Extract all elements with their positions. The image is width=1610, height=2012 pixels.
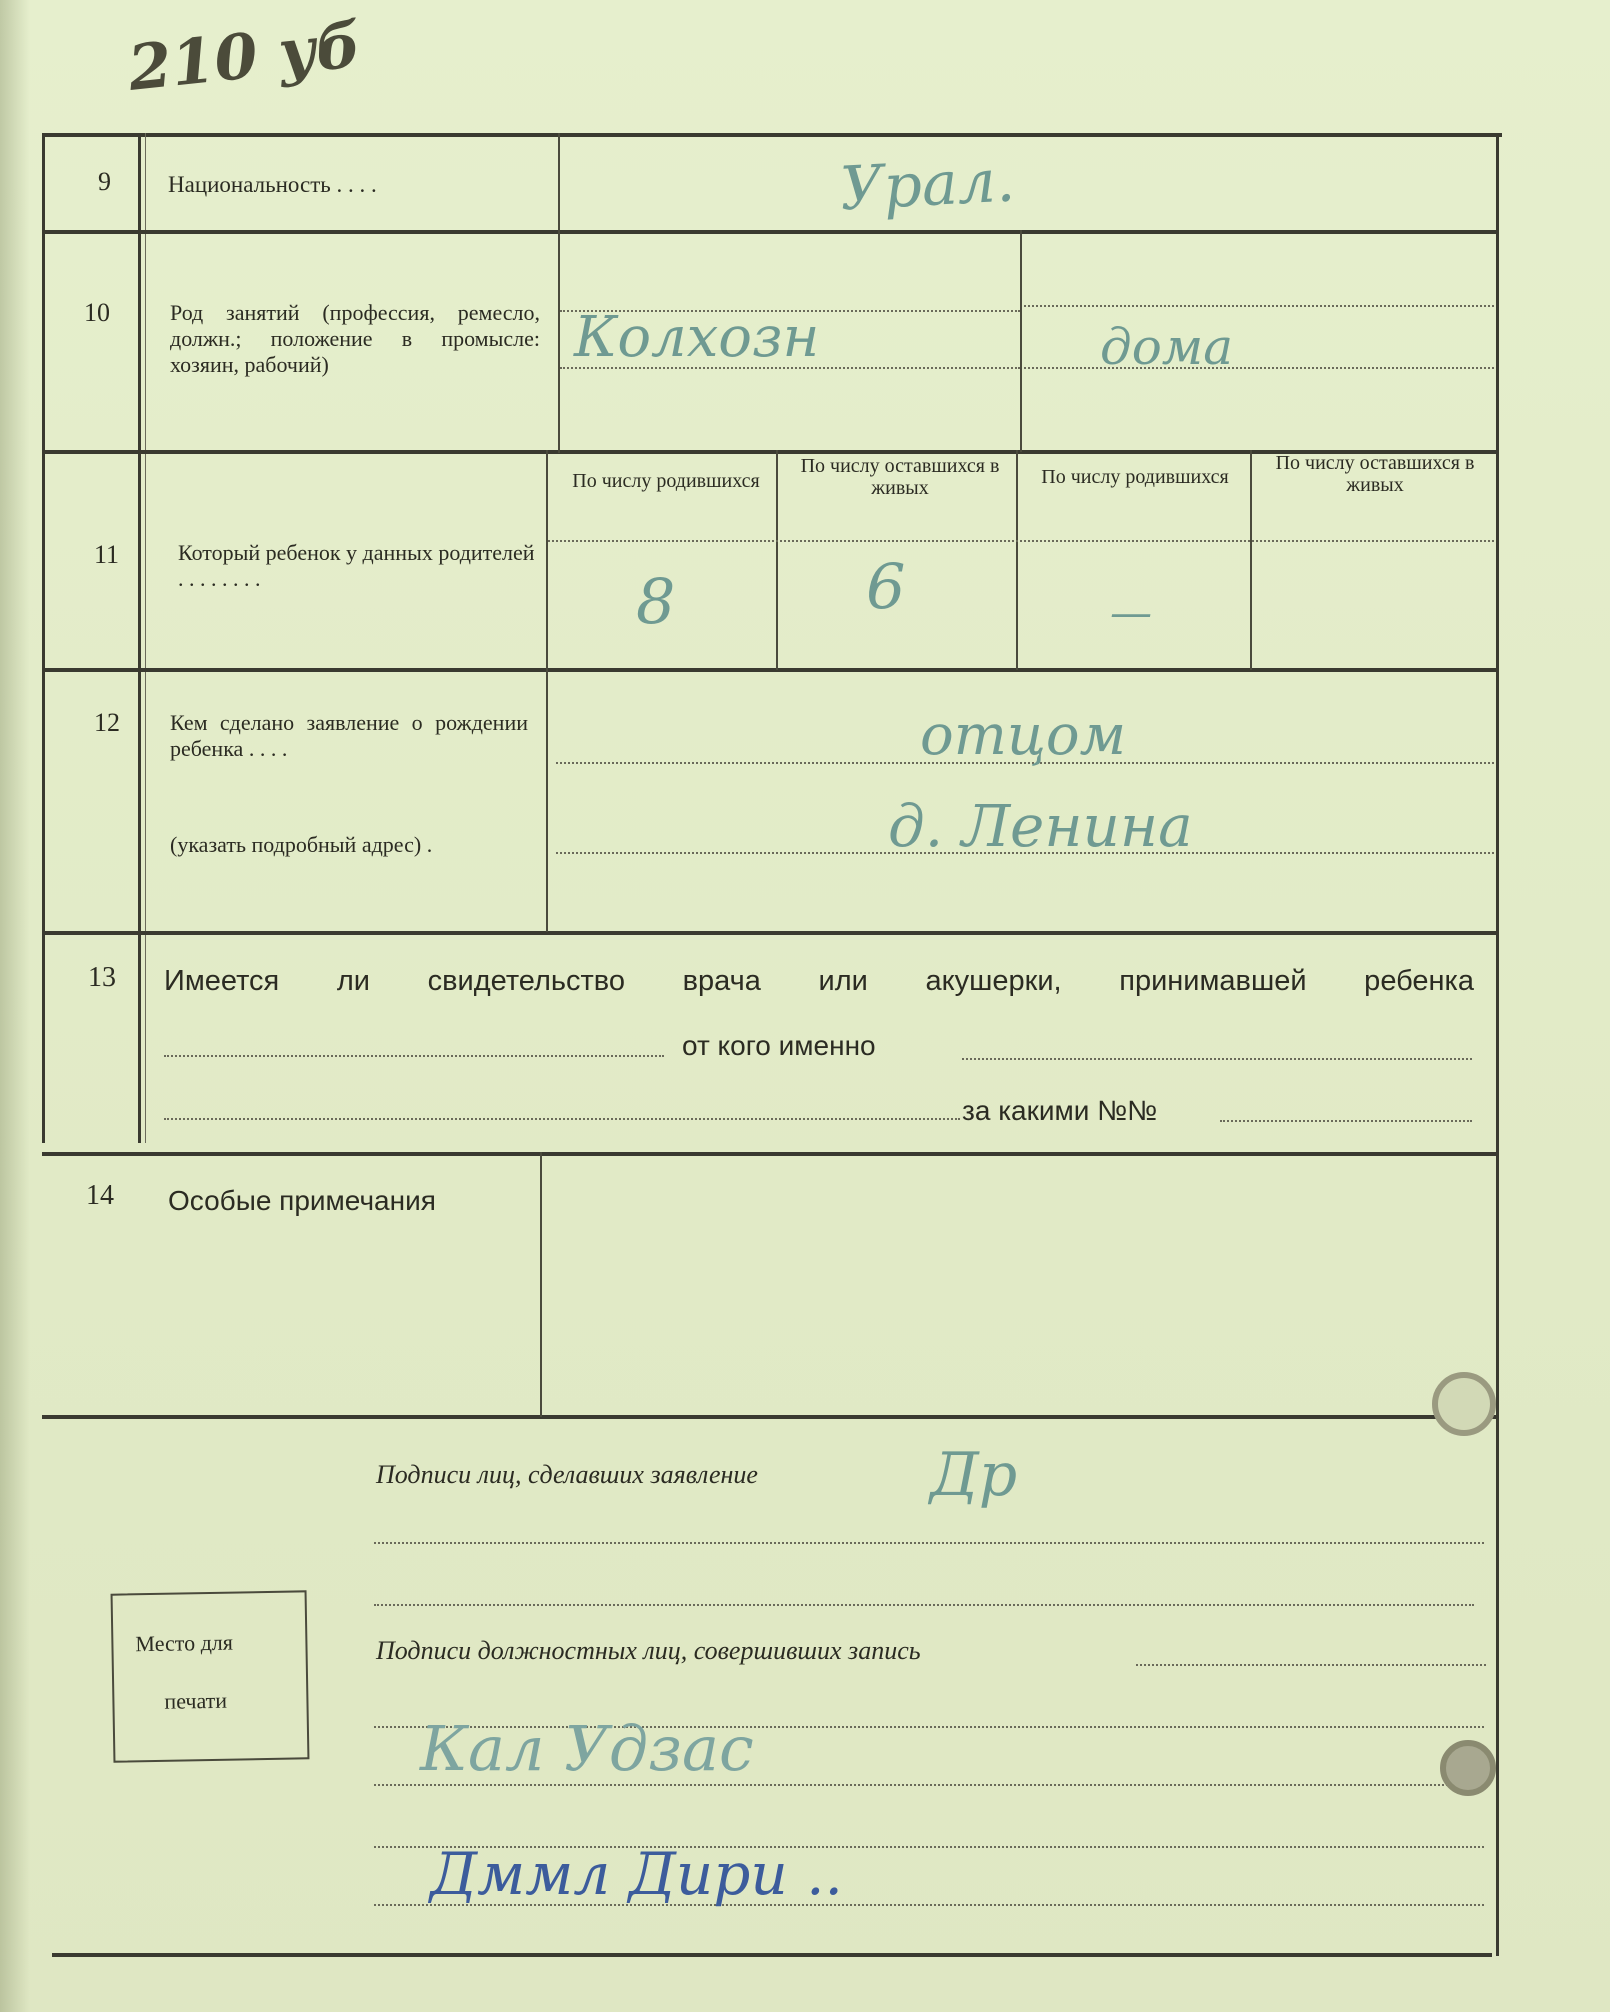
declarant-label: Кем сделано заявление о рождении ребенка . . . . [170, 710, 528, 761]
row-number-10: 10 [84, 298, 110, 327]
row-separator [42, 931, 1498, 935]
subhead-alive-mother: По числу оставшихся в живых [1275, 452, 1475, 496]
stamp-label-line1: Место для [135, 1629, 234, 1657]
label-column-divider [558, 133, 560, 453]
archive-mark: 210 уб [124, 8, 365, 105]
official-signature-2: Дммл Дири .. [430, 1840, 843, 1908]
row-separator [42, 1152, 1498, 1156]
punch-hole [1440, 1740, 1496, 1796]
value-column-divider [1020, 230, 1022, 452]
numbers-pre-line [164, 1118, 960, 1120]
table-right-border [1496, 133, 1499, 1956]
applicant-signature: Др [930, 1440, 1018, 1510]
occupation-line [1024, 305, 1494, 307]
value-column-divider [1016, 450, 1018, 670]
row-separator [42, 1415, 1498, 1419]
official-signature-1: Кал Удзас [420, 1712, 754, 1785]
officials-signature-label: Подписи должностных лиц, совершивших запись [376, 1636, 921, 1665]
row-number-11: 11 [94, 540, 120, 569]
subhead-alive-father: По числу оставшихся в живых [800, 455, 1000, 499]
label-column-divider [540, 1152, 542, 1417]
number-column-divider [138, 133, 141, 1143]
born-count-value: 8 [636, 565, 676, 638]
nationality-value: Урал. [838, 145, 1017, 225]
certificate-line [164, 1055, 664, 1057]
value-column-divider [1250, 450, 1252, 670]
born-mother-value: — [1110, 588, 1152, 637]
address-label: (указать подробный адрес) . [170, 832, 433, 857]
remarks-label: Особые примечания [168, 1185, 436, 1216]
occupation-mother-value: дома [1100, 318, 1234, 376]
nationality-label: Национальность . . . . [168, 172, 377, 197]
row-separator [42, 230, 1498, 234]
occupation-father-value: Колхозн [574, 305, 820, 370]
certificate-label: Имеется ли свидетельство врача или акушерки, принимавшей ребенка [164, 965, 1474, 997]
stamp-box [111, 1590, 310, 1762]
row-number-14: 14 [86, 1180, 114, 1211]
occupation-line [1024, 367, 1494, 369]
row-separator [42, 668, 1498, 672]
signature-line [374, 1604, 1474, 1606]
value-column-divider [776, 450, 778, 670]
page-shadow [0, 0, 30, 2012]
numbers-line [1220, 1120, 1472, 1122]
child-order-label: Который ребенок у данных родителей . . . . . . . . [178, 540, 535, 591]
from-whom-label: от кого именно [682, 1030, 876, 1061]
applicants-signature-label: Подписи лиц, сделавших заявление [376, 1460, 758, 1489]
label-column-divider [546, 450, 548, 932]
declarant-value: отцом [920, 703, 1127, 768]
from-whom-line [962, 1058, 1472, 1060]
punch-hole [1432, 1372, 1496, 1436]
signature-line [1136, 1664, 1486, 1666]
occupation-label: Род занятий (профессия, ремесло, должн.; положение в промысле: хозяин, рабочий) [170, 300, 540, 377]
table-bottom-border [52, 1953, 1492, 1957]
row-number-12: 12 [94, 708, 120, 737]
row-number-9: 9 [98, 167, 111, 196]
signature-line [374, 1542, 1484, 1544]
subhead-born-father: По числу родившихся [572, 470, 760, 492]
alive-count-value: 6 [866, 550, 906, 623]
stamp-label-line2: печати [164, 1687, 228, 1714]
subhead-underline [548, 540, 1494, 542]
numbers-label: за какими №№ [962, 1095, 1158, 1126]
table-top-border [42, 133, 1502, 137]
number-column-divider-2 [145, 133, 146, 1143]
address-value: д. Ленина [888, 792, 1193, 860]
subhead-born-mother: По числу родившихся [1041, 466, 1229, 488]
row-number-13: 13 [88, 962, 116, 993]
table-left-border [42, 133, 45, 1143]
